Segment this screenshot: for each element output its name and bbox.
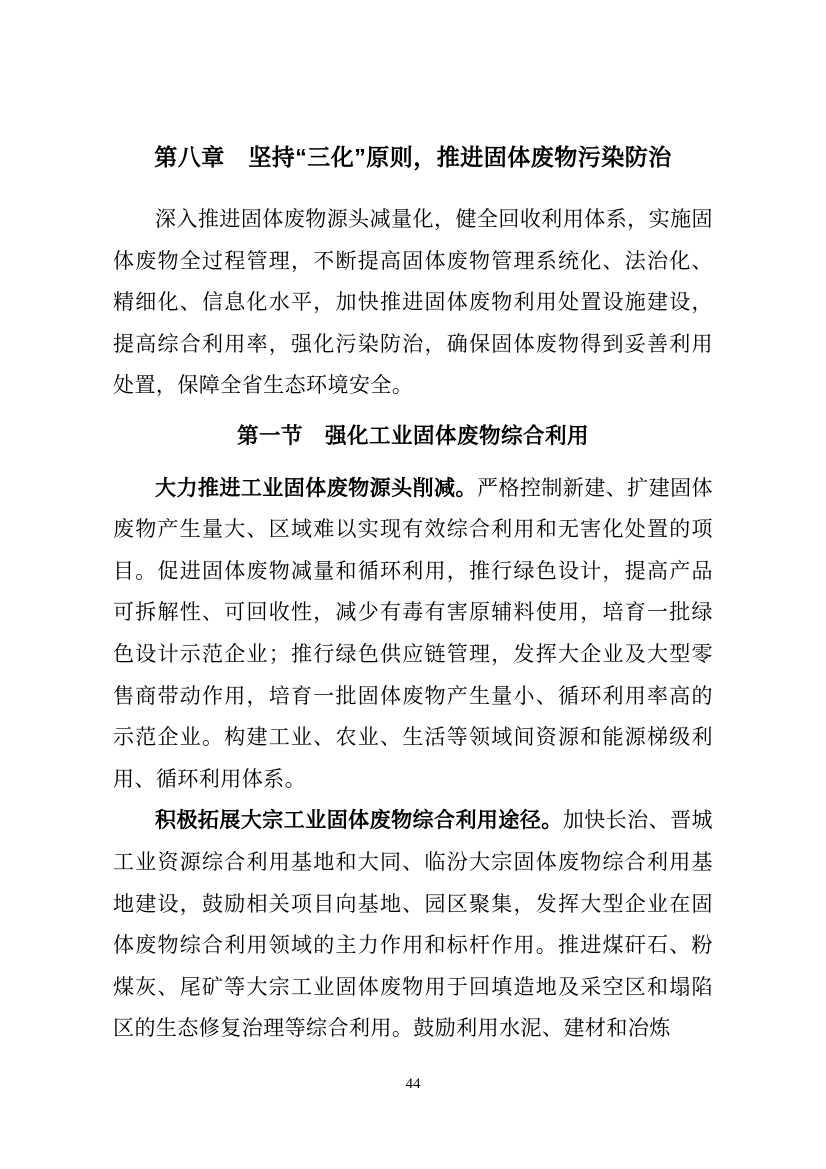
section-title: 第一节 强化工业固体废物综合利用 <box>236 423 589 448</box>
paragraph-bulk-utilization-body: 加快长治、晋城工业资源综合利用基地和大同、临汾大宗固体废物综合利用基地建设，鼓励相关项目向基地、园区聚集，发挥大型企业在固体废物综合利用领域的主力作用和标杆作用。推进煤矸石、粉煤灰、尾矿等大宗工业固体废物用于回填造地及采空区和塌陷区的生态修复治理等综合利用。鼓励利用水泥、建材和冶炼 <box>113 808 713 1041</box>
paragraph-bulk-utilization-lead: 积极拓展大宗工业固体废物综合利用途径。 <box>155 809 563 833</box>
chapter-title: 第八章 坚持“三化”原则，推进固体废物污染防治 <box>154 144 672 170</box>
paragraph-source-reduction-body: 严格控制新建、扩建固体废物产生量大、区域难以实现有效综合利用和无害化处置的项目。促进固体废物减量和循环利用，推行绿色设计，提高产品可拆解性、可回收性，减少有毒有害原辅料使用，培育一批绿色设计示范企业；推行绿色供应链管理，发挥大企业及大型零售商带动作用，培育一批固体废物产生量小、循环利用率高的示范企业。构建工业、农业、生活等领域间资源和能源梯级利用、循环利用体系。 <box>113 475 714 791</box>
paragraph-source-reduction-lead: 大力推进工业固体废物源头削减。 <box>155 476 477 500</box>
paragraph-bulk-utilization <box>113 800 713 1050</box>
paragraph-source-reduction <box>113 468 713 801</box>
document-content <box>113 141 713 1050</box>
intro-paragraph: 深入推进固体废物源头减量化，健全回收利用体系，实施固体废物全过程管理，不断提高固体废物管理系统化、法治化、精细化、信息化水平，加快推进固体废物利用处置设施建设，提高综合利用率，强化污染防治，确保固体废物得到妥善利用处置，保障全省生态环境安全。 <box>113 207 713 398</box>
page-number: 44 <box>405 1076 421 1092</box>
